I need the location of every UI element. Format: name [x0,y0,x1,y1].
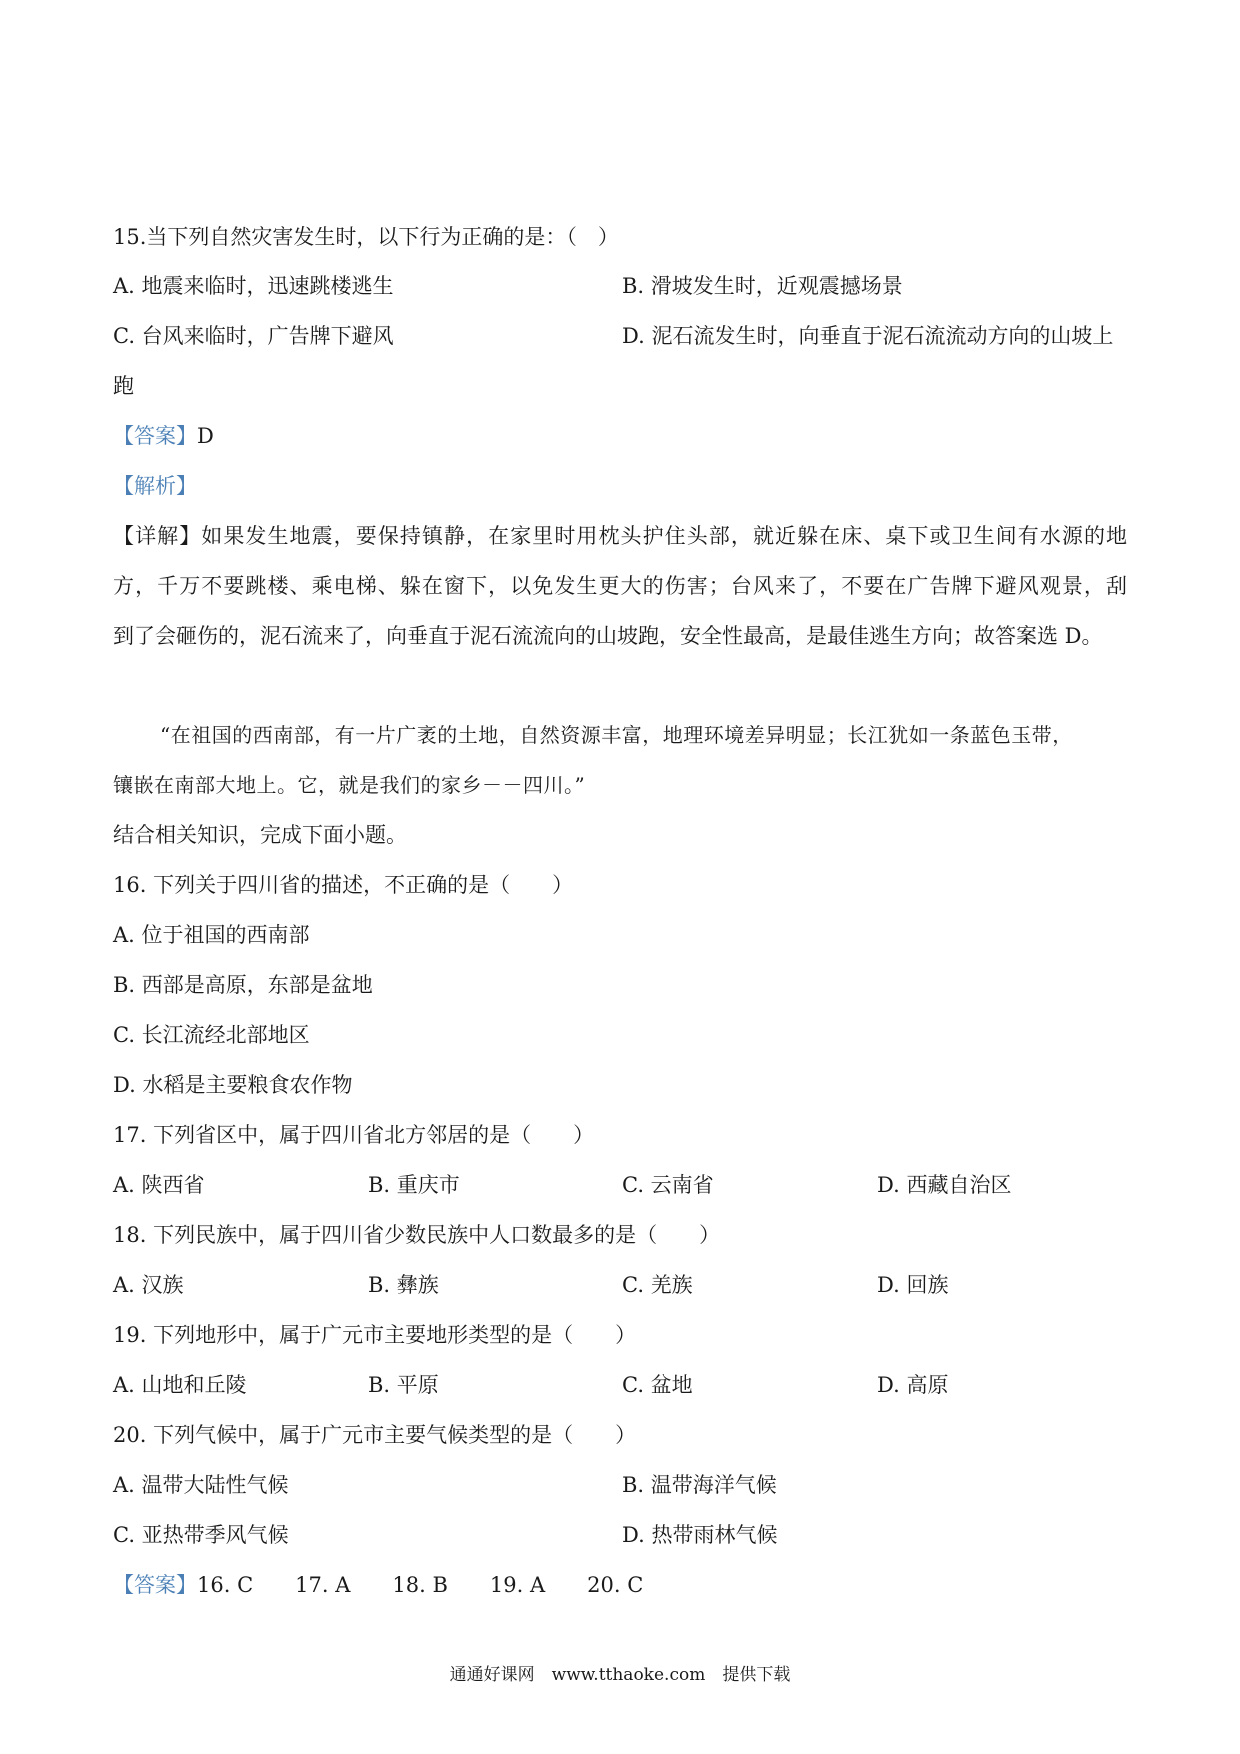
analysis-label: 【解析】 [113,474,197,498]
detail-line-2: 方，千万不要跳楼、乘电梯、躲在窗下，以免发生更大的伤害；台风来了，不要在广告牌下避风观景，刮 [113,574,1127,598]
question-17-stem: 17. 下列省区中，属于四川省北方邻居的是（ ） [113,1123,595,1147]
option-17-d: D. 西藏自治区 [877,1173,1012,1197]
option-17-c: C. 云南省 [622,1173,714,1197]
passage-line-2: 镶嵌在南部大地上。它，就是我们的家乡－－四川。” [113,773,586,797]
option-16-d: D. 水稻是主要粮食农作物 [113,1073,353,1097]
answer-18: 18. B [392,1573,448,1597]
option-20-d: D. 热带雨林气候 [622,1523,778,1547]
option-17-b: B. 重庆市 [368,1173,460,1197]
option-19-b: B. 平原 [368,1373,439,1397]
answer-16: 16. C [197,1573,254,1597]
option-15-d-continued: 跑 [113,374,134,398]
question-19-stem: 19. 下列地形中，属于广元市主要地形类型的是（ ） [113,1323,637,1347]
question-20-options-row-2 [113,1520,1127,1550]
question-20-stem: 20. 下列气候中，属于广元市主要气候类型的是（ ） [113,1423,637,1447]
answers-group [113,1570,1127,1600]
question-18-stem: 18. 下列民族中，属于四川省少数民族中人口数最多的是（ ） [113,1223,721,1247]
question-15-options-row-2 [113,321,1127,351]
option-18-b: B. 彝族 [368,1273,439,1297]
passage-line-1: “在祖国的西南部，有一片广袤的土地，自然资源丰富，地理环境差异明显；长江犹如一条蓝色玉带， [160,723,1073,747]
option-16-c: C. 长江流经北部地区 [113,1023,310,1047]
option-15-d: D. 泥石流发生时，向垂直于泥石流流动方向的山坡上 [622,324,1114,348]
question-15-options-row-1 [113,271,1127,301]
detail-text-1: 如果发生地震，要保持镇静，在家里时用枕头护住头部，就近躲在床、桌下或卫生间有水源的地 [201,524,1128,548]
answers-group-label: 【答案】 [113,1573,197,1597]
answer-20: 20. C [587,1573,644,1597]
page-footer: 通通好课网 www.tthaoke.com 提供下载 [449,1665,791,1685]
option-15-c: C. 台风来临时，广告牌下避风 [113,324,394,348]
answer-value: D [197,424,214,448]
option-19-d: D. 高原 [877,1373,949,1397]
question-15-stem: 15.当下列自然灾害发生时，以下行为正确的是：（ ） [113,225,619,249]
detail-label: 【详解】 [113,524,202,548]
option-20-c: C. 亚热带季风气候 [113,1523,289,1547]
answer-19: 19. A [489,1573,546,1597]
option-19-c: C. 盆地 [622,1373,693,1397]
detail-line-1 [113,521,1127,551]
question-16-stem: 16. 下列关于四川省的描述，不正确的是（ ） [113,873,574,897]
option-16-b: B. 西部是高原，东部是盆地 [113,973,373,997]
option-15-a: A. 地震来临时，迅速跳楼逃生 [113,274,394,298]
option-18-a: A. 汉族 [113,1273,184,1297]
option-17-a: A. 陕西省 [113,1173,205,1197]
answer-17: 17. A [295,1573,351,1597]
option-18-c: C. 羌族 [622,1273,693,1297]
passage-instruction: 结合相关知识，完成下面小题。 [113,823,407,847]
option-16-a: A. 位于祖国的西南部 [113,923,310,947]
option-20-a: A. 温带大陆性气候 [113,1473,289,1497]
option-18-d: D. 回族 [877,1273,949,1297]
answer-label: 【答案】 [113,424,197,448]
answer-15 [113,421,1127,451]
detail-line-3: 到了会砸伤的，泥石流来了，向垂直于泥石流流向的山坡跑，安全性最高，是最佳逃生方向；故答案选 D。 [113,624,1103,648]
question-20-options-row-1 [113,1470,1127,1500]
option-19-a: A. 山地和丘陵 [113,1373,247,1397]
option-20-b: B. 温带海洋气候 [622,1473,777,1497]
option-15-b: B. 滑坡发生时，近观震撼场景 [622,274,903,298]
